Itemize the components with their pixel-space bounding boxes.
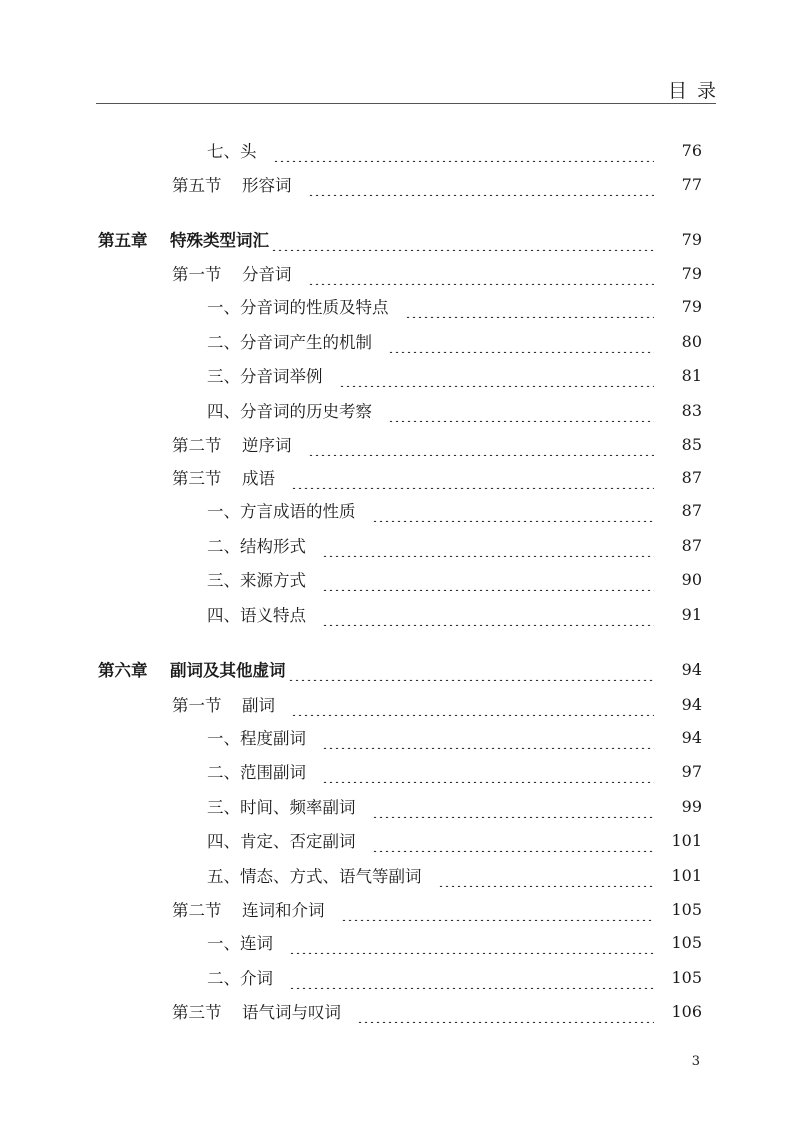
toc-entry-title: 范围副词 [240,763,306,782]
dot-leader [341,897,655,921]
toc-entry-number: 四、 [207,606,240,625]
toc-entry-item[interactable] [0,965,812,989]
toc-entry-title: 语义特点 [240,606,306,625]
toc-entry-title: 分音词举例 [240,367,323,386]
toc-entry-title: 逆序词 [242,436,292,455]
toc-entry-page: 87 [681,535,702,555]
toc-entry-label [0,172,292,196]
toc-entry-page: 85 [681,434,702,454]
toc-entry-item[interactable] [0,138,812,162]
toc-entry-page: 94 [681,727,702,747]
toc-entry-number: 二、 [207,537,240,556]
dot-leader [322,602,654,626]
toc-entry-page: 105 [671,932,702,952]
toc-entry-page: 106 [671,1001,702,1021]
toc-entry-number: 一、 [207,934,240,953]
dot-leader [271,227,654,251]
dot-leader [291,692,654,716]
toc-entry-label [0,465,275,489]
dot-leader [289,930,654,954]
running-header-title: 目录 [667,80,726,102]
dot-leader [372,794,655,818]
toc-entry-page: 101 [671,830,702,850]
toc-entry-section[interactable] [0,692,812,716]
toc-entry-chapter[interactable] [0,657,812,681]
toc-entry-page: 83 [681,400,702,420]
dot-leader [291,465,654,489]
toc-entry-title: 分音词的历史考察 [240,402,372,421]
dot-leader [388,398,654,422]
toc-entry-label [0,363,323,387]
toc-entry-page: 94 [681,659,702,679]
toc-entry-number: 第三节 [172,469,222,488]
toc-entry-page: 101 [671,865,702,885]
toc-entry-item[interactable] [0,930,812,954]
toc-entry-page: 94 [681,694,702,714]
toc-entry-label [0,863,422,887]
dot-leader [322,725,654,749]
toc-entry-number: 第二节 [172,436,222,455]
toc-entry-label [0,759,306,783]
toc-entry-number: 三、 [207,367,240,386]
toc-entry-number: 第二节 [172,901,222,920]
dot-leader [308,432,655,456]
dot-leader [322,759,654,783]
toc-entry-item[interactable] [0,294,812,318]
toc-entry-number: 七、 [207,142,240,161]
dot-leader [388,329,654,353]
toc-entry-title: 肯定、否定副词 [240,832,356,851]
toc-entry-item[interactable] [0,794,812,818]
dot-leader [372,498,655,522]
toc-entry-page: 87 [681,500,702,520]
toc-entry-title: 语气词与叹词 [242,1003,341,1022]
dot-leader [357,999,654,1023]
toc-entry-label [0,294,389,318]
toc-entry-label [0,533,306,557]
dot-leader [273,138,655,162]
toc-entry-section[interactable] [0,999,812,1023]
toc-entry-label [0,498,356,522]
dot-leader [288,657,655,681]
toc-entry-page: 76 [681,140,702,160]
toc-entry-page: 99 [681,796,702,816]
toc-entry-number: 二、 [207,763,240,782]
toc-entry-title: 情态、方式、语气等副词 [240,867,422,886]
toc-entry-number: 一、 [207,298,240,317]
toc-entry-page: 97 [681,761,702,781]
toc-entry-section[interactable] [0,261,812,285]
toc-entry-title: 连词和介词 [242,901,325,920]
toc-entry-number: 一、 [207,729,240,748]
toc-entry-title: 连词 [240,934,273,953]
toc-entry-number: 四、 [207,402,240,421]
toc-entry-page: 79 [681,296,702,316]
toc-entry-page: 79 [681,229,702,249]
toc-entry-page: 91 [681,604,702,624]
toc-entry-title: 分音词的性质及特点 [240,298,389,317]
toc-entry-title: 形容词 [242,176,292,195]
toc-entry-page: 87 [681,467,702,487]
dot-leader [289,965,654,989]
toc-entry-number: 第五节 [172,176,222,195]
toc-entry-label [0,329,372,353]
toc-entry-title: 介词 [240,969,273,988]
toc-entry-page: 105 [671,967,702,987]
toc-entry-title: 成语 [242,469,275,488]
toc-entry-label [0,725,306,749]
toc-entry-item[interactable] [0,863,812,887]
toc-entry-label [0,692,275,716]
toc-entry-label [0,828,356,852]
toc-entry-number: 二、 [207,333,240,352]
toc-entry-item[interactable] [0,533,812,557]
toc-entry-page: 105 [671,899,702,919]
toc-entry-number: 五、 [207,867,240,886]
toc-entry-number: 一、 [207,502,240,521]
toc-entry-item[interactable] [0,602,812,626]
toc-entry-item[interactable] [0,398,812,422]
toc-entry-label [0,567,306,591]
toc-entry-item[interactable] [0,567,812,591]
page-number: 3 [691,1054,700,1069]
toc-entry-label [0,657,286,681]
toc-entry-item[interactable] [0,498,812,522]
toc-entry-item[interactable] [0,329,812,353]
toc-entry-page: 77 [681,174,702,194]
toc-entry-section[interactable] [0,897,812,921]
toc-entry-page: 90 [681,569,702,589]
toc-entry-title: 结构形式 [240,537,306,556]
toc-entry-label [0,930,273,954]
toc-entry-label [0,398,372,422]
toc-entry-title: 分音词 [242,265,292,284]
toc-entry-title: 方言成语的性质 [240,502,356,521]
toc-entry-number: 第一节 [172,265,222,284]
toc-entry-label [0,432,292,456]
toc-entry-title: 副词及其他虚词 [170,661,286,680]
toc-entry-item[interactable] [0,363,812,387]
toc-entry-title: 来源方式 [240,571,306,590]
toc-entry-item[interactable] [0,759,812,783]
toc-entry-title: 特殊类型词汇 [170,231,269,250]
toc-entry-title: 程度副词 [240,729,306,748]
dot-leader [322,567,654,591]
toc-entry-title: 分音词产生的机制 [240,333,372,352]
toc-entry-label [0,999,341,1023]
toc-entry-title: 副词 [242,696,275,715]
toc-entry-section[interactable] [0,432,812,456]
toc-entry-number: 第六章 [98,661,148,680]
toc-entry-section[interactable] [0,172,812,196]
toc-entry-section[interactable] [0,465,812,489]
toc-entry-number: 二、 [207,969,240,988]
toc-entry-label [0,138,257,162]
toc-entry-number: 第三节 [172,1003,222,1022]
dot-leader [438,863,655,887]
toc-entry-number: 四、 [207,832,240,851]
toc-entry-number: 三、 [207,571,240,590]
toc-entry-item[interactable] [0,725,812,749]
toc-entry-label [0,965,273,989]
toc-entry-page: 79 [681,263,702,283]
toc-entry-number: 三、 [207,798,240,817]
toc-entry-label [0,897,325,921]
dot-leader [339,363,655,387]
toc-entry-item[interactable] [0,828,812,852]
toc-entry-title: 时间、频率副词 [240,798,356,817]
toc-entry-label [0,261,292,285]
toc-entry-page: 81 [681,365,702,385]
toc-entry-label [0,227,269,251]
dot-leader [308,172,655,196]
dot-leader [322,533,654,557]
toc-entry-chapter[interactable] [0,227,812,251]
dot-leader [372,828,655,852]
toc-entry-page: 80 [681,331,702,351]
toc-entry-number: 第五章 [98,231,148,250]
toc-entry-title: 头 [240,142,257,161]
toc-entry-label [0,794,356,818]
toc-entry-label [0,602,306,626]
dot-leader [405,294,655,318]
toc-entry-number: 第一节 [172,696,222,715]
dot-leader [308,261,655,285]
